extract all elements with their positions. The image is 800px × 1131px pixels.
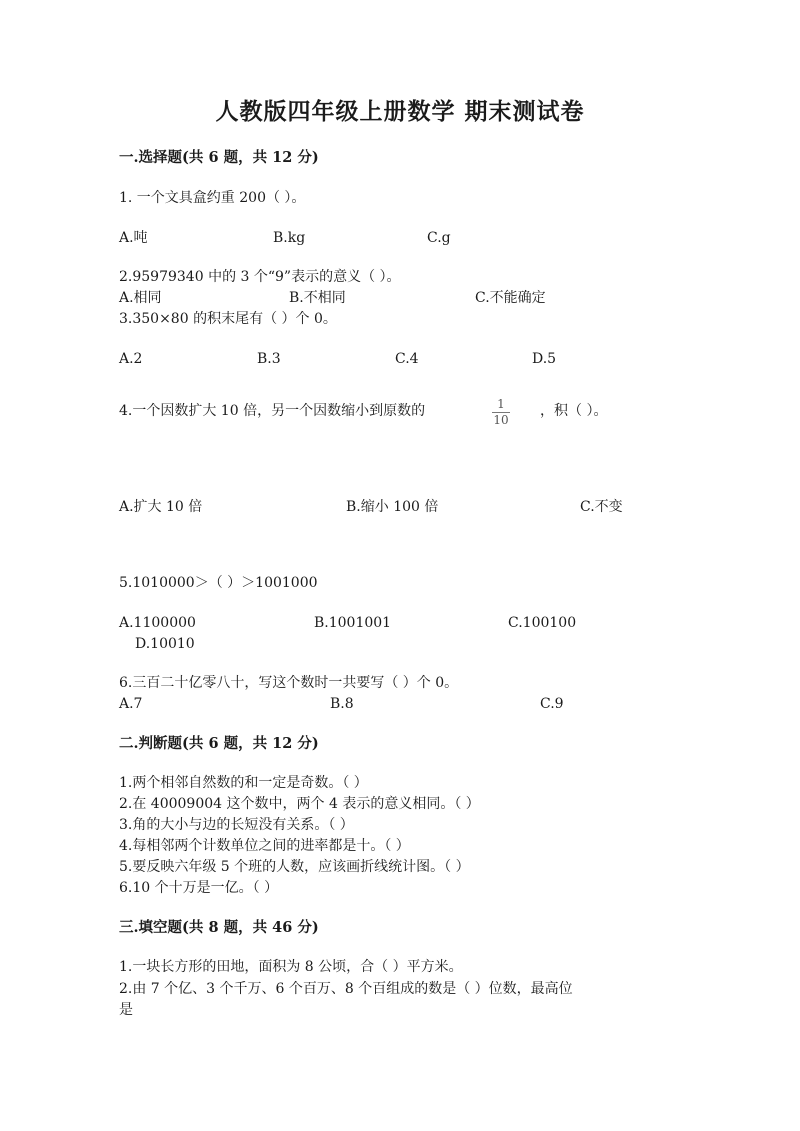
question-1-stem: 1. 一个文具盒约重 200（ ）。	[119, 190, 306, 206]
question-3-option-b: B.3	[257, 351, 281, 367]
question-6-option-b: B.8	[330, 696, 354, 712]
section-heading-fill-blank: 三.填空题(共 8 题，共 46 分)	[119, 919, 319, 936]
question-5-option-a: A.1100000	[119, 615, 196, 631]
question-4-stem-tail: ，积（ ）。	[540, 403, 608, 419]
fraction-denominator: 10	[493, 413, 509, 427]
question-4-option-c: C.不变	[580, 499, 623, 515]
section-heading-choice: 一.选择题(共 6 题，共 12 分)	[119, 149, 319, 166]
question-1-option-b: B.kg	[273, 230, 306, 246]
tf-question-3: 3.角的大小与边的长短没有关系。（ ）	[119, 817, 354, 833]
question-2-option-a: A.相同	[119, 290, 162, 306]
fraction-one-tenth	[490, 398, 512, 427]
question-5-option-b: B.1001001	[314, 615, 392, 631]
fraction-numerator: 1	[497, 397, 505, 411]
fill-question-2-continued: 是	[119, 1002, 133, 1018]
tf-question-6: 6.10 个十万是一亿。（ ）	[119, 880, 279, 896]
tf-question-1: 1.两个相邻自然数的和一定是奇数。（ ）	[119, 775, 368, 791]
question-4-option-a: A.扩大 10 倍	[119, 499, 203, 515]
page-title: 人教版四年级上册数学 期末测试卷	[215, 98, 585, 125]
fill-question-2: 2.由 7 个亿、3 个千万、6 个百万、8 个百组成的数是（ ）位数，最高位	[119, 981, 573, 997]
question-4-stem: 4.一个因数扩大 10 倍，另一个因数缩小到原数的	[119, 403, 426, 419]
tf-question-5: 5.要反映六年级 5 个班的人数，应该画折线统计图。（ ）	[119, 859, 470, 875]
question-4-option-b: B.缩小 100 倍	[346, 499, 439, 515]
question-5-option-d: D.10010	[135, 636, 195, 652]
question-2-stem: 2.95979340 中的 3 个“9”表示的意义（ ）。	[119, 269, 401, 285]
question-5-option-c: C.100100	[508, 615, 577, 631]
question-3-option-a: A.2	[119, 351, 143, 367]
fill-question-1: 1.一块长方形的田地，面积为 8 公顷，合（ ）平方米。	[119, 959, 463, 975]
question-1-option-a: A.吨	[119, 230, 148, 246]
question-6-option-a: A.7	[119, 696, 143, 712]
question-2-option-c: C.不能确定	[475, 290, 546, 306]
section-heading-true-false: 二.判断题(共 6 题，共 12 分)	[119, 735, 319, 752]
question-3-stem: 3.350×80 的积末尾有（ ）个 0。	[119, 311, 337, 327]
question-6-option-c: C.9	[540, 696, 564, 712]
question-5-stem: 5.1010000＞（ ）＞1001000	[119, 575, 318, 591]
question-3-option-d: D.5	[532, 351, 557, 367]
question-1-option-c: C.g	[427, 230, 451, 246]
question-3-option-c: C.4	[395, 351, 419, 367]
question-6-stem: 6.三百二十亿零八十，写这个数时一共要写（ ）个 0。	[119, 675, 459, 691]
tf-question-4: 4.每相邻两个计数单位之间的进率都是十。（ ）	[119, 838, 410, 854]
question-2-option-b: B.不相同	[289, 290, 346, 306]
tf-question-2: 2.在 40009004 这个数中，两个 4 表示的意义相同。（ ）	[119, 796, 480, 812]
